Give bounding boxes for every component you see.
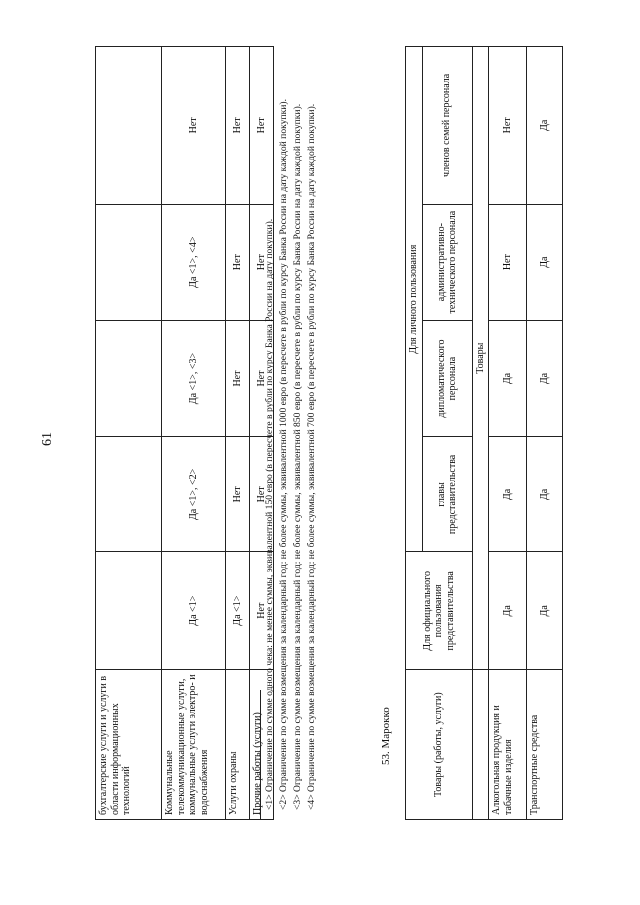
row-label: бухгалтерские услуги и услуги в области информационных технологий <box>96 670 162 820</box>
table-cell: Да <box>489 320 527 437</box>
row-label: Коммунальные телекоммуникационные услуги, коммунальные услуги электро- и водоснабжения <box>162 670 226 820</box>
table-cell: Да <box>527 552 563 670</box>
table-row <box>96 47 162 820</box>
table-cell: Да <box>527 320 563 437</box>
services-table <box>95 46 274 820</box>
footnote-rule <box>260 690 261 820</box>
table-cell <box>96 47 162 205</box>
table-cell: Да <box>527 47 563 205</box>
row-label: Услуги охраны <box>226 670 250 820</box>
table-cell: Да <1>, <2> <box>162 437 226 552</box>
section-title: 53. Марокко <box>380 707 392 765</box>
table-cell: Нет <box>250 320 274 437</box>
sub-diplomatic: дипломатического персонала <box>422 320 472 437</box>
table-cell: Нет <box>250 437 274 552</box>
row-label: Прочие работы (услуги) <box>250 670 274 820</box>
table-cell: Нет <box>250 204 274 320</box>
table-cell: Нет <box>250 552 274 670</box>
table-cell: Да <1>, <3> <box>162 320 226 437</box>
footnote: <1> Ограничение по сумме одного чека: не менее суммы, эквивалентной 150 евро (в пересчете в рубли по курсу Банка России на дату покупки). <box>264 218 275 810</box>
table-row <box>226 47 250 820</box>
footnote: <4> Ограничение по сумме возмещения за календарный год: не более суммы, эквивалентной 700 евро (в пересчете в рубли по курсу Банка России на дату каждой покупки). <box>306 103 317 810</box>
group-goods: Товары <box>472 47 489 670</box>
morocco-table <box>405 46 563 820</box>
row-label: Алкогольная продукция и табачные изделия <box>489 670 527 820</box>
footnotes <box>258 30 319 820</box>
table-cell: Нет <box>489 204 527 320</box>
table-cell: Нет <box>226 204 250 320</box>
table-cell: Нет <box>226 320 250 437</box>
sub-admin: административно-технического персонала <box>422 204 472 320</box>
footnote: <3> Ограничение по сумме возмещения за календарный год: не более суммы, эквивалентной 850 евро (в пересчете в рубли по курсу Банка России на дату каждой покупки). <box>292 103 303 810</box>
col-official: Для официального пользования представительства <box>406 552 473 670</box>
col-goods: Товары (работы, услуги) <box>406 670 473 820</box>
row-label: Транспортные средства <box>527 670 563 820</box>
table-cell: Да <1> <box>162 552 226 670</box>
table-cell: Да <box>489 552 527 670</box>
table-cell: Да <box>527 204 563 320</box>
group-row <box>472 47 489 820</box>
table-cell <box>96 552 162 670</box>
table-cell: Да <box>489 437 527 552</box>
table-row <box>489 47 527 820</box>
table-cell <box>96 320 162 437</box>
table-cell: Нет <box>226 47 250 205</box>
table-cell: Да <1> <box>226 552 250 670</box>
table-cell: Нет <box>250 47 274 205</box>
header-row <box>406 47 423 820</box>
table-cell: Нет <box>162 47 226 205</box>
page-number: 61 <box>40 432 55 446</box>
sub-head: главы представительства <box>422 437 472 552</box>
table-cell: Да <box>527 437 563 552</box>
table-cell: Да <1>, <4> <box>162 204 226 320</box>
table-cell: Нет <box>226 437 250 552</box>
table-cell <box>96 204 162 320</box>
footnote: <2> Ограничение по сумме возмещения за календарный год: не более суммы, эквивалентной 1000 евро (в пересчете в рубли по курсу Банка России на дату каждой покупки). <box>278 99 289 810</box>
sub-family: членов семей персонала <box>422 47 472 205</box>
col-personal: Для личного пользования <box>406 47 423 552</box>
table-cell <box>96 437 162 552</box>
table-cell: Нет <box>489 47 527 205</box>
table-row <box>162 47 226 820</box>
table-row <box>527 47 563 820</box>
